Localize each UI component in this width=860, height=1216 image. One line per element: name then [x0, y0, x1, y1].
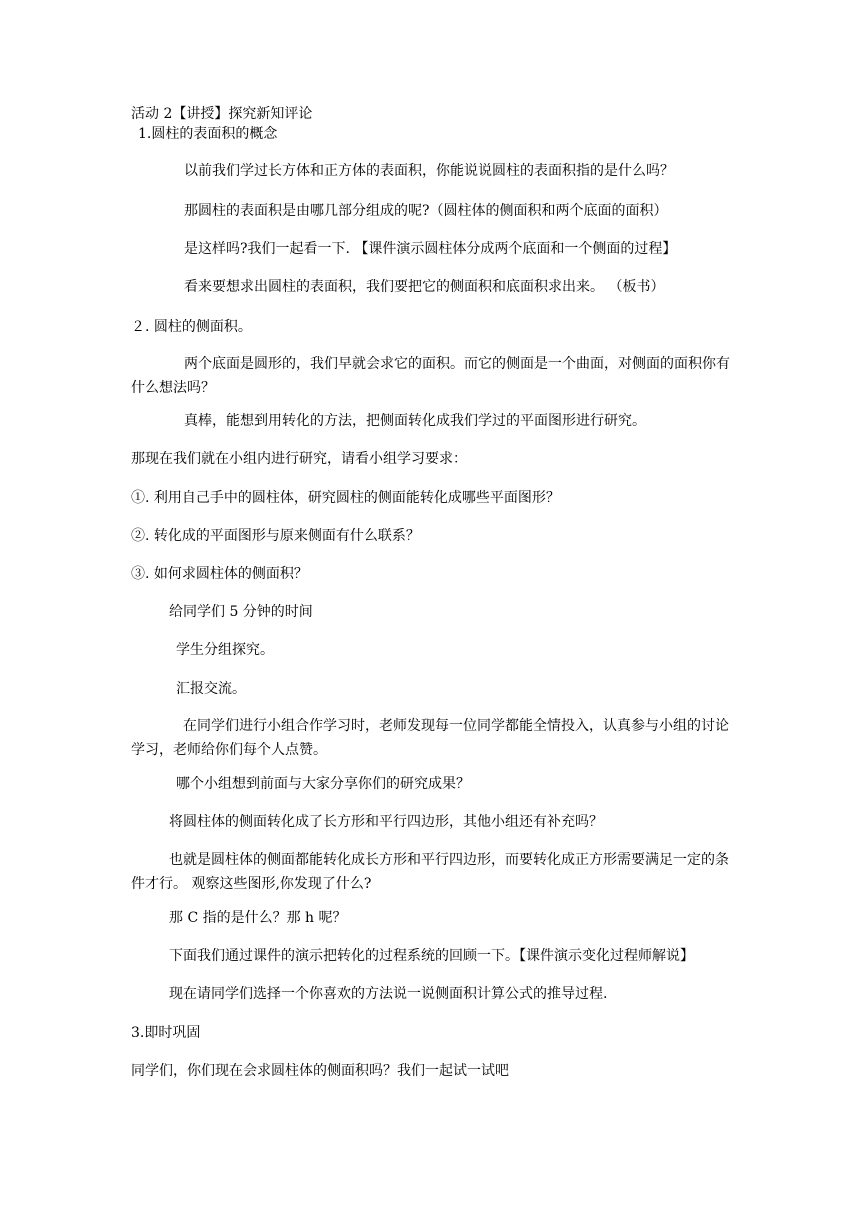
paragraph: 哪个小组想到前面与大家分享你们的研究成果？: [176, 776, 470, 792]
paragraph: 现在请同学们选择一个你喜欢的方法说一说侧面积计算公式的推导过程.: [169, 986, 608, 1002]
paragraph: 同学们，你们现在会求圆柱体的侧面积吗？我们一起试一试吧: [131, 1063, 509, 1079]
paragraph: 将圆柱体的侧面转化成了长方形和平行四边形，其他小组还有补充吗？: [169, 814, 603, 830]
requirement-item: ①. 利用自己手中的圆柱体，研究圆柱的侧面能转化成哪些平面图形？: [131, 490, 560, 506]
activity-heading: 活动 2【讲授】探究新知评论: [131, 106, 313, 122]
paragraph: 那现在我们就在小组内进行研究，请看小组学习要求：: [131, 451, 467, 467]
paragraph: 也就是圆柱体的侧面都能转化成长方形和平行四边形，而要转化成正方形需要满足一定的条件才行。 观察这些图形,你发现了什么?: [131, 852, 729, 892]
requirement-item: ②. 转化成的平面图形与原来侧面有什么联系？: [131, 528, 420, 544]
paragraph: 是这样吗?我们一起看一下. 【课件演示圆柱体分成两个底面和一个侧面的过程】: [184, 241, 677, 257]
paragraph: 下面我们通过课件的演示把转化的过程系统的回顾一下。【课件演示变化过程师解说】: [169, 948, 694, 964]
paragraph: 那圆柱的表面积是由哪几部分组成的呢?（圆柱体的侧面积和两个底面的面积）: [184, 203, 668, 219]
paragraph: 给同学们 5 分钟的时间: [169, 604, 313, 620]
paragraph: 两个底面是圆形的，我们早就会求它的面积。而它的侧面是一个曲面，对侧面的面积你有什么想法吗？: [131, 356, 730, 396]
section-title-surface-area-concept: 1.圆柱的表面积的概念: [138, 126, 278, 142]
section-title-lateral-area: ２. 圆柱的侧面积。: [131, 319, 252, 335]
section-title-practice: 3.即时巩固: [131, 1025, 201, 1041]
paragraph: 在同学们进行小组合作学习时，老师发现每一位同学都能全情投入，认真参与小组的讨论学习，老师给你们每个人点赞。: [131, 718, 729, 758]
requirement-item: ③. 如何求圆柱体的侧面积？: [131, 566, 308, 582]
paragraph: 学生分组探究。: [176, 642, 274, 658]
paragraph: 看来要想求出圆柱的表面积，我们要把它的侧面积和底面积求出来。 （板书）: [184, 279, 665, 295]
paragraph: 那 C 指的是什么？那 h 呢？: [169, 910, 347, 926]
paragraph: 汇报交流。: [176, 681, 246, 697]
paragraph: 以前我们学过长方体和正方体的表面积，你能说说圆柱的表面积指的是什么吗？: [184, 163, 674, 179]
paragraph: 真棒，能想到用转化的方法，把侧面转化成我们学过的平面图形进行研究。: [184, 413, 646, 429]
